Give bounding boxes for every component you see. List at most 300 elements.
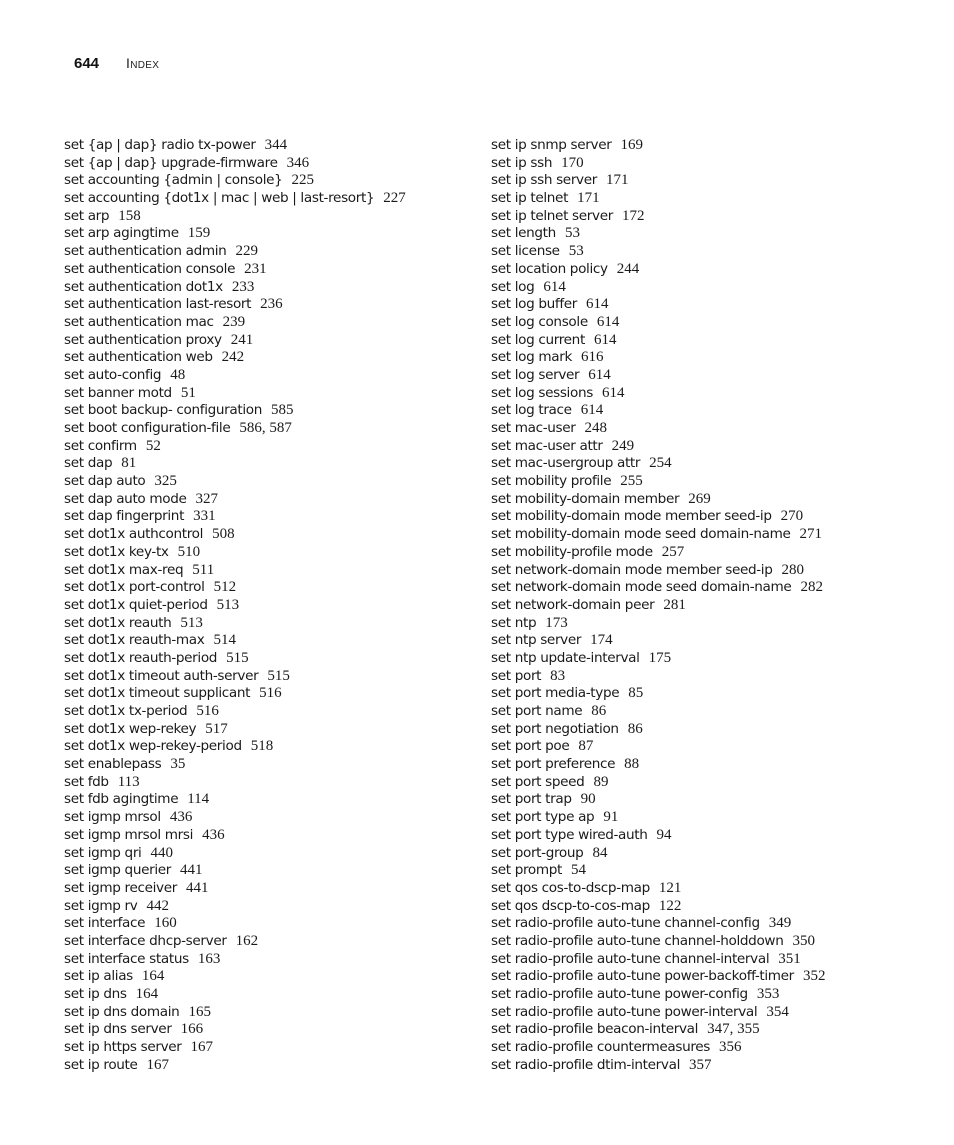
index-page-reference: 53 [564, 225, 580, 242]
index-page-reference: 174 [590, 632, 613, 649]
index-term: set authentication console [64, 260, 236, 277]
index-page-reference: 88 [624, 756, 640, 773]
index-page-reference: 271 [799, 526, 823, 543]
index-page-reference: 280 [781, 561, 805, 578]
index-term: set igmp mrsol mrsi [64, 826, 194, 843]
index-page-reference: 86 [627, 720, 643, 737]
index-entry [64, 685, 484, 703]
index-entry [64, 225, 484, 243]
index-page-reference: 170 [561, 154, 584, 171]
index-page-reference: 442 [146, 897, 169, 914]
index-term: set fdb agingtime [64, 791, 179, 808]
index-entry [491, 261, 931, 279]
index-entry [64, 544, 484, 562]
index-page-reference: 255 [620, 473, 643, 490]
index-page-reference: 164 [141, 968, 165, 985]
index-page-reference: 163 [197, 950, 221, 967]
index-column-right [491, 137, 931, 1074]
index-page-reference: 347, 355 [707, 1021, 760, 1038]
index-entry [491, 1057, 931, 1075]
index-entry [491, 208, 931, 226]
index-page-reference: 513 [180, 614, 203, 631]
index-entry [491, 968, 931, 986]
index-term: set port [491, 667, 542, 684]
index-page-reference: 242 [221, 349, 245, 366]
index-term: set dot1x timeout supplicant [64, 685, 251, 702]
index-entry [491, 296, 931, 314]
index-term: set boot configuration-file [64, 420, 231, 436]
index-entry [491, 933, 931, 951]
index-page-reference: 353 [756, 986, 780, 1002]
index-term: set confirm [64, 437, 137, 454]
index-term: set arp [64, 207, 110, 224]
index-page-reference: 516 [196, 703, 219, 719]
index-term: set ip snmp server [491, 137, 612, 153]
index-page-reference: 122 [658, 897, 682, 914]
index-term: set dap [64, 455, 113, 472]
index-page-reference: 169 [620, 137, 643, 153]
index-term: set port-group [491, 844, 584, 861]
index-page-reference: 171 [577, 190, 600, 207]
index-entry [64, 420, 484, 438]
index-term: set igmp mrsol [64, 809, 161, 826]
index-term: set network-domain mode seed domain-name [491, 579, 792, 596]
index-page-reference: 172 [621, 207, 645, 224]
index-entry [64, 827, 484, 845]
index-page-reference: 159 [187, 225, 211, 242]
index-term: set log buffer [491, 296, 578, 313]
index-entry [64, 367, 484, 385]
index-term: set accounting {admin | console} [64, 172, 283, 189]
index-page-reference: 614 [593, 331, 617, 348]
index-page-reference: 344 [264, 137, 288, 153]
index-term: set dot1x reauth-period [64, 649, 218, 666]
index-page-reference: 354 [766, 1003, 789, 1020]
index-page-reference: 441 [186, 879, 209, 896]
index-page-reference: 514 [213, 632, 236, 649]
index-entry [491, 243, 931, 261]
index-page-reference: 236 [260, 296, 283, 313]
index-page-reference: 614 [586, 296, 609, 313]
index-entry [491, 880, 931, 898]
index-entry [64, 968, 484, 986]
index-term: set network-domain mode member seed-ip [491, 561, 773, 578]
index-term: set dap auto mode [64, 490, 187, 507]
index-page-reference: 349 [768, 915, 792, 932]
index-entry [64, 491, 484, 509]
index-page-reference: 81 [121, 455, 137, 472]
index-page-reference: 162 [235, 932, 259, 949]
index-term: set ip https server [64, 1039, 182, 1056]
index-entry [64, 402, 484, 420]
index-entry [64, 951, 484, 969]
index-page-reference: 254 [649, 455, 672, 472]
index-page-reference: 225 [291, 172, 314, 189]
index-entry [64, 332, 484, 350]
index-term: set log [491, 278, 535, 295]
index-page-reference: 352 [802, 968, 826, 985]
index-page-reference: 516 [259, 685, 282, 702]
index-term: set ip ssh [491, 154, 553, 171]
index-term: set port type ap [491, 809, 595, 826]
index-entry [491, 579, 931, 597]
index-entry [64, 296, 484, 314]
index-entry [491, 756, 931, 774]
index-term: set radio-profile beacon-interval [491, 1021, 699, 1038]
index-page-reference: 331 [193, 508, 216, 525]
index-page-reference: 113 [117, 773, 140, 790]
index-term: set authentication dot1x [64, 278, 223, 295]
index-page-reference: 51 [180, 384, 196, 401]
index-page-reference: 327 [195, 490, 219, 507]
index-page-reference: 171 [606, 172, 629, 189]
index-entry [64, 508, 484, 526]
index-term: set interface [64, 915, 146, 932]
index-entry [491, 615, 931, 633]
index-page-reference: 231 [244, 260, 267, 277]
index-term: set port poe [491, 738, 570, 755]
index-term: set {ap | dap} radio tx-power [64, 137, 256, 153]
index-entry [491, 915, 931, 933]
index-entry [491, 349, 931, 367]
index-term: set port trap [491, 791, 572, 808]
index-page-reference: 269 [688, 490, 711, 507]
index-entry [491, 137, 931, 155]
index-page-reference: 510 [177, 543, 201, 560]
index-term: set igmp rv [64, 897, 138, 914]
index-page-reference: 513 [216, 596, 240, 613]
index-entry [64, 279, 484, 297]
index-term: set log console [491, 313, 588, 330]
index-entry [64, 756, 484, 774]
index-term: set port speed [491, 773, 585, 790]
index-entry [64, 526, 484, 544]
index-page-reference: 325 [154, 473, 177, 490]
index-entry [491, 1021, 931, 1039]
index-entry [64, 774, 484, 792]
index-entry [491, 491, 931, 509]
index-term: set log server [491, 366, 580, 383]
index-page-reference: 270 [780, 508, 804, 525]
index-page-reference: 164 [135, 986, 159, 1002]
index-term: set authentication admin [64, 243, 227, 260]
index-page-reference: 436 [202, 826, 225, 843]
index-term: set radio-profile countermeasures [491, 1039, 711, 1056]
index-page-reference: 165 [188, 1003, 211, 1020]
index-entry [491, 367, 931, 385]
index-entry [64, 1057, 484, 1075]
index-term: set authentication proxy [64, 331, 222, 348]
index-page-reference: 351 [778, 950, 801, 967]
index-entry [491, 508, 931, 526]
index-page-reference: 233 [231, 278, 255, 295]
index-entry [64, 1004, 484, 1022]
index-entry [491, 632, 931, 650]
index-term: set dap fingerprint [64, 508, 185, 525]
index-term: set port preference [491, 756, 616, 773]
index-term: set mac-usergroup attr [491, 455, 641, 472]
index-term: set log mark [491, 349, 572, 366]
index-page-reference: 87 [578, 738, 594, 755]
index-term: set radio-profile auto-tune power-interval [491, 1003, 758, 1020]
index-entry [64, 845, 484, 863]
index-term: set radio-profile auto-tune power-config [491, 986, 748, 1002]
index-entry [64, 172, 484, 190]
index-entry [64, 933, 484, 951]
index-page-reference: 244 [616, 260, 640, 277]
index-page-reference: 281 [663, 596, 686, 613]
index-entry [64, 986, 484, 1004]
index-term: set ip telnet server [491, 207, 613, 224]
index-term: set port name [491, 703, 583, 719]
index-term: set dot1x authcontrol [64, 526, 204, 543]
index-entry [64, 1039, 484, 1057]
index-page-reference: 248 [584, 420, 607, 436]
index-page-reference: 518 [250, 738, 274, 755]
index-page-reference: 91 [603, 809, 619, 826]
index-term: set ip dns domain [64, 1003, 180, 1020]
index-entry [491, 473, 931, 491]
index-page-reference: 227 [383, 190, 406, 207]
index-term: set mobility profile [491, 473, 612, 490]
index-page-reference: 614 [543, 278, 566, 295]
index-entry [491, 402, 931, 420]
index-term: set interface status [64, 950, 189, 967]
index-term: set ip alias [64, 968, 133, 985]
index-entry [491, 438, 931, 456]
index-term: set {ap | dap} upgrade-firmware [64, 154, 278, 171]
index-page-reference: 114 [187, 791, 210, 808]
index-entry [64, 632, 484, 650]
index-term: set mac-user attr [491, 437, 603, 454]
index-page-reference: 346 [286, 154, 310, 171]
index-entry [64, 898, 484, 916]
index-term: set fdb [64, 773, 109, 790]
index-term: set radio-profile dtim-interval [491, 1056, 681, 1073]
index-entry [64, 579, 484, 597]
index-term: set prompt [491, 862, 563, 879]
index-entry [491, 862, 931, 880]
index-entry [64, 597, 484, 615]
index-term: set qos cos-to-dscp-map [491, 879, 650, 896]
index-page-reference: 614 [601, 384, 625, 401]
index-entry [64, 190, 484, 208]
index-page-reference: 350 [792, 932, 815, 949]
index-entry [64, 668, 484, 686]
index-entry [64, 438, 484, 456]
page-number: 644 [74, 55, 100, 72]
index-page-reference: 517 [205, 720, 228, 737]
index-entry [491, 225, 931, 243]
index-page-reference: 175 [648, 649, 672, 666]
index-entry [491, 703, 931, 721]
index-entry [64, 862, 484, 880]
index-entry [64, 473, 484, 491]
index-term: set dot1x reauth-max [64, 632, 205, 649]
index-entry [491, 951, 931, 969]
index-page-reference: 616 [580, 349, 604, 366]
index-page-reference: 54 [571, 862, 587, 879]
index-entry [491, 420, 931, 438]
index-column-left [64, 137, 484, 1074]
index-page-reference: 515 [226, 649, 249, 666]
index-term: set log current [491, 331, 585, 348]
index-page-reference: 249 [611, 437, 635, 454]
index-term: set mobility-domain member [491, 490, 680, 507]
index-term: set qos dscp-to-cos-map [491, 897, 650, 914]
index-term: set dap auto [64, 473, 146, 490]
index-term: set igmp querier [64, 862, 172, 879]
index-term: set port type wired-auth [491, 826, 648, 843]
index-term: set dot1x wep-rekey-period [64, 738, 242, 755]
index-page-reference: 512 [213, 579, 237, 596]
index-term: set length [491, 225, 556, 242]
index-term: set port media-type [491, 685, 620, 702]
index-entry [491, 898, 931, 916]
index-page-reference: 166 [180, 1021, 204, 1038]
index-entry [64, 650, 484, 668]
index-entry [64, 615, 484, 633]
index-entry [491, 455, 931, 473]
index-term: set dot1x key-tx [64, 543, 169, 560]
index-page-reference: 94 [656, 826, 672, 843]
index-entry [491, 986, 931, 1004]
index-term: set accounting {dot1x | mac | web | last-resort} [64, 190, 375, 207]
index-page-reference: 508 [212, 526, 235, 543]
index-entry [64, 1021, 484, 1039]
index-page-reference: 48 [170, 366, 186, 383]
index-entry [64, 137, 484, 155]
index-term: set port negotiation [491, 720, 619, 737]
index-page-reference: 167 [190, 1039, 214, 1056]
index-term: set dot1x tx-period [64, 703, 188, 719]
index-entry [491, 385, 931, 403]
index-page-reference: 160 [154, 915, 177, 932]
index-entry [64, 915, 484, 933]
index-term: set interface dhcp-server [64, 932, 227, 949]
index-entry [491, 1039, 931, 1057]
index-term: set authentication web [64, 349, 213, 366]
index-term: set igmp receiver [64, 879, 178, 896]
index-page-reference: 614 [596, 313, 620, 330]
index-page-reference: 357 [689, 1056, 712, 1073]
index-entry [491, 827, 931, 845]
index-entry [64, 314, 484, 332]
index-term: set authentication last-resort [64, 296, 252, 313]
index-term: set mobility-profile mode [491, 543, 653, 560]
index-page-reference: 173 [545, 614, 568, 631]
index-entry [491, 685, 931, 703]
index-page-reference: 586, 587 [239, 420, 292, 436]
index-term: set radio-profile auto-tune channel-config [491, 915, 760, 932]
index-entry [491, 279, 931, 297]
index-term: set igmp qri [64, 844, 142, 861]
index-term: set banner motd [64, 384, 172, 401]
index-page-reference: 158 [118, 207, 141, 224]
index-page-reference: 441 [180, 862, 203, 879]
index-entry [64, 243, 484, 261]
index-entry [491, 650, 931, 668]
index-term: set ntp [491, 614, 537, 631]
index-page-reference: 90 [580, 791, 596, 808]
index-term: set log trace [491, 402, 572, 419]
index-term: set mobility-domain mode seed domain-name [491, 526, 791, 543]
index-entry [491, 155, 931, 173]
index-term: set arp agingtime [64, 225, 179, 242]
index-term: set dot1x quiet-period [64, 596, 208, 613]
index-entry [491, 721, 931, 739]
index-term: set ip dns server [64, 1021, 172, 1038]
index-entry [491, 526, 931, 544]
index-entry [491, 562, 931, 580]
index-entry [64, 385, 484, 403]
index-page-reference: 436 [169, 809, 193, 826]
index-term: set dot1x max-req [64, 561, 184, 578]
index-term: set ip ssh server [491, 172, 598, 189]
index-entry [64, 562, 484, 580]
index-entry [64, 721, 484, 739]
index-term: set network-domain peer [491, 596, 655, 613]
index-page-reference: 167 [146, 1056, 170, 1073]
index-entry [491, 809, 931, 827]
index-entry [491, 791, 931, 809]
page-header [74, 55, 159, 75]
index-term: set radio-profile auto-tune channel-holddown [491, 932, 784, 949]
index-page-reference: 614 [588, 366, 611, 383]
index-entry [64, 809, 484, 827]
index-page-reference: 356 [719, 1039, 742, 1056]
index-entry [491, 845, 931, 863]
index-page-reference: 85 [628, 685, 644, 702]
index-entry [491, 190, 931, 208]
index-entry [491, 1004, 931, 1022]
index-entry [64, 738, 484, 756]
index-term: set enablepass [64, 756, 162, 773]
index-entry [491, 774, 931, 792]
index-entry [64, 791, 484, 809]
index-page-reference: 53 [568, 243, 584, 260]
index-entry [64, 349, 484, 367]
index-term: set ntp server [491, 632, 582, 649]
index-term: set dot1x port-control [64, 579, 205, 596]
index-entry [491, 332, 931, 350]
index-term: set dot1x reauth [64, 614, 172, 631]
index-entry [64, 155, 484, 173]
index-page-reference: 585 [271, 402, 294, 419]
index-page-reference: 257 [661, 543, 685, 560]
index-page-reference: 515 [267, 667, 290, 684]
index-page-reference: 84 [592, 844, 608, 861]
index-term: set ip telnet [491, 190, 569, 207]
running-head: Index [126, 55, 160, 71]
index-entry [64, 261, 484, 279]
index-page-reference: 282 [800, 579, 823, 596]
index-entry [491, 544, 931, 562]
index-page-reference: 35 [170, 756, 186, 773]
index-entry [491, 172, 931, 190]
index-term: set mac-user [491, 420, 576, 436]
index-page-reference: 241 [230, 331, 254, 348]
index-term: set dot1x timeout auth-server [64, 667, 259, 684]
index-term: set ntp update-interval [491, 649, 640, 666]
index-page-reference: 86 [591, 703, 607, 719]
index-page-reference: 83 [550, 667, 566, 684]
index-entry [64, 880, 484, 898]
index-page-reference: 121 [658, 879, 682, 896]
index-entry [491, 597, 931, 615]
index-page-reference: 89 [593, 773, 609, 790]
index-term: set authentication mac [64, 313, 214, 330]
